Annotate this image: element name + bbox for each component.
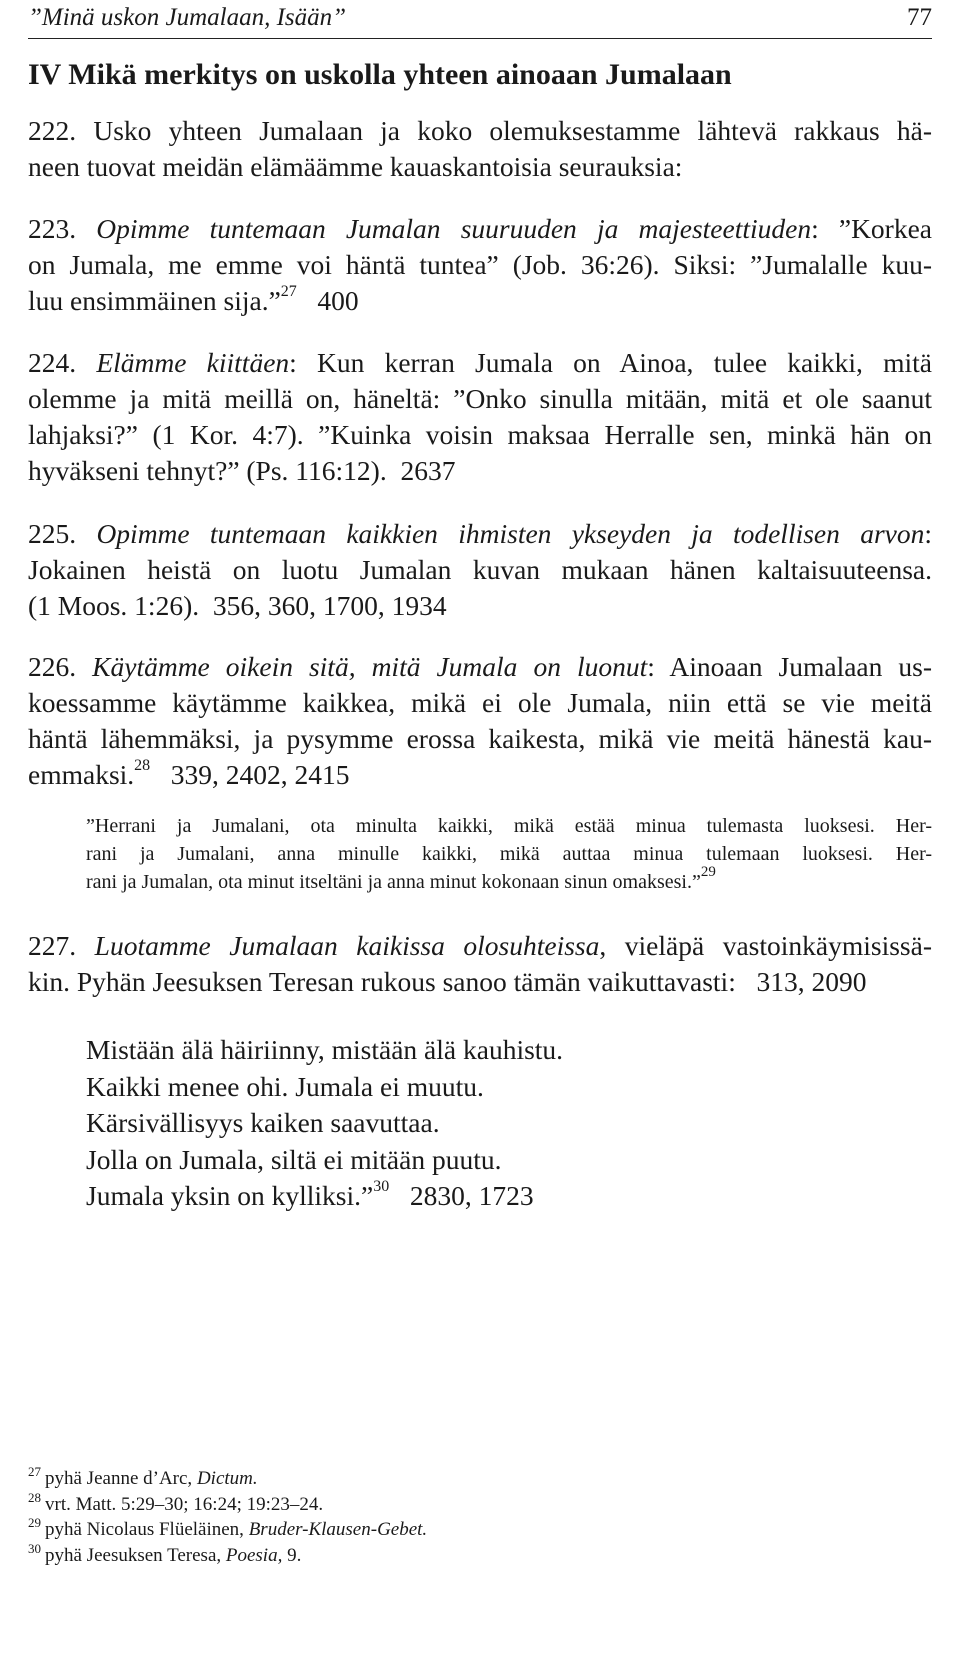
cross-references: 2637 [400,455,456,486]
paragraph-emphasis: Luotamme Jumalaan kaikissa olosuhteissa [94,930,600,961]
paragraph-text: : ”Korkea [811,213,932,244]
footnote-ref[interactable]: 30 [373,1178,390,1195]
footnote-tail: 9. [282,1544,302,1566]
paragraph-line [28,516,932,552]
footnote-title: Dictum. [196,1468,258,1489]
paragraph-line: olemme ja mitä meillä on, häneltä: ”Onko sinulla mitään, mitä et ole saanut [28,383,932,414]
cross-references: 313, 2090 [756,966,867,997]
paragraph-emphasis: Opimme tuntemaan kaikkien ihmisten ykseyden ja todellisen arvon [96,518,925,549]
poem-line: Jolla on Jumala, siltä ei mitään puutu. [86,1143,502,1175]
footnotes [28,1466,932,1568]
footnote-ref[interactable]: 28 [134,757,151,774]
paragraph-text: hyväkseni tehnyt?” (Ps. 116:12). [28,455,387,486]
paragraph-text: : [924,518,932,549]
paragraph-text: : Kun kerran Jumala on Ainoa, tulee kaikki, mitä [289,347,932,378]
footnote-title: Poesia, [225,1544,283,1566]
paragraph-line [28,345,932,381]
paragraph-line [28,649,932,685]
cross-references: 2830, 1723 [409,1180,534,1211]
paragraph-line: koessamme käytämme kaikkea, mikä ei ole Jumala, niin että se vie meitä [28,687,932,718]
footnote-number: 27 [28,1464,41,1479]
paragraph-text: : Ainoaan Jumalaan us- [647,651,933,682]
paragraph-line [28,964,932,1000]
paragraph-227 [28,928,932,1000]
paragraph-line: neen tuovat meidän elämäämme kauaskantoisia seurauksia: [28,151,683,182]
paragraph-222 [28,113,932,185]
paragraph-line [28,588,932,624]
paragraph-text: (1 Moos. 1:26). [28,590,200,621]
paragraph-225 [28,516,932,624]
running-title: ”Minä uskon Jumalaan, Isään” [28,4,347,31]
footnote [28,1466,932,1492]
poem-line [86,1178,563,1215]
poem-line: Kaikki menee ohi. Jumala ei muutu. [86,1070,484,1102]
paragraph-224 [28,345,932,489]
paragraph-226 [28,649,932,793]
paragraph-line [28,928,932,964]
paragraph-number: 224. [28,347,77,378]
quote-line: ”Herrani ja Jumalani, ota minulta kaikki, mikä estää minua tulemasta luoksesi. Her- [86,815,932,837]
paragraph-emphasis: Opimme tuntemaan Jumalan suuruuden ja majesteettiuden [96,213,812,244]
paragraph-number: 227. [28,930,77,961]
paragraph-text: emmaksi. [28,759,135,790]
paragraph-line [28,757,932,793]
section-heading: IV Mikä merkitys on uskolla yhteen ainoaan Jumalaan [28,58,732,91]
paragraph-emphasis: Käytämme oikein sitä, mitä Jumala on luonut [92,651,648,682]
paragraph-line: lahjaksi?” (1 Kor. 4:7). ”Kuinka voisin maksaa Herralle sen, minkä hän on [28,419,932,450]
poem-line: Mistään älä häiriinny, mistään älä kauhistu. [86,1034,564,1065]
poem-text: Jumala yksin on kylliksi.” [86,1180,374,1211]
footnote-number: 30 [28,1540,41,1556]
footnote-text: pyhä Jeanne d’Arc, [45,1468,197,1489]
paragraph-text: kin. Pyhän Jeesuksen Teresan rukous sanoo tämän vaikuttavasti: [28,966,736,997]
paragraph-line [28,211,932,247]
paragraph-223 [28,211,932,319]
cross-references: 400 [317,285,359,316]
quote-line [86,864,932,896]
paragraph-line: Jokainen heistä on luotu Jumalan kuvan mukaan hänen kaltaisuuteensa. [28,554,932,585]
poem-line: Kärsivällisyys kaiken saavuttaa. [86,1107,440,1138]
footnote-number: 29 [28,1515,41,1530]
paragraph-number: 223. [28,213,77,244]
page-header [28,2,932,39]
quote-text: rani ja Jumalan, ota minut itseltäni ja anna minut kokonaan sinun omaksesi.” [86,871,701,893]
cross-references: 356, 360, 1700, 1934 [212,590,447,621]
footnote [28,1517,932,1543]
paragraph-number: 226. [28,651,77,682]
footnote-title: Bruder-Klausen-Gebet. [248,1519,428,1540]
footnote [28,1540,932,1569]
footnote-text: pyhä Jeesuksen Teresa, [45,1544,226,1566]
paragraph-line [28,283,932,319]
footnote-text: pyhä Nicolaus Flüeläinen, [45,1519,249,1540]
footnote-number: 28 [28,1489,41,1505]
footnote-text: vrt. Matt. 5:29–30; 16:24; 19:23–24. [45,1493,324,1515]
paragraph-text: , vieläpä vastoinkäymisissä- [599,930,933,961]
paragraph-line: 222. Usko yhteen Jumalaan ja koko olemuksestamme lähtevä rakkaus hä- [28,115,932,146]
footnote-ref[interactable]: 29 [700,864,716,880]
page-number: 77 [907,4,932,31]
paragraph-text: luu ensimmäinen sija.” [28,285,281,316]
paragraph-line [28,453,932,489]
paragraph-line: häntä lähemmäksi, ja pysymme erossa kaikesta, mikä vie meitä hänestä kau- [28,723,932,754]
footnote-ref[interactable]: 27 [280,283,297,300]
footnote [28,1489,932,1518]
prayer-quote [86,812,932,896]
paragraph-emphasis: Elämme kiittäen [96,347,290,378]
poem [86,1032,563,1215]
quote-line: rani ja Jumalani, anna minulle kaikki, mikä auttaa minua tulemaan luoksesi. Her- [86,843,932,865]
paragraph-number: 225. [28,518,77,549]
cross-references: 339, 2402, 2415 [170,759,350,790]
paragraph-line: on Jumala, me emme voi häntä tuntea” (Job. 36:26). Siksi: ”Jumalalle kuu- [28,249,932,280]
